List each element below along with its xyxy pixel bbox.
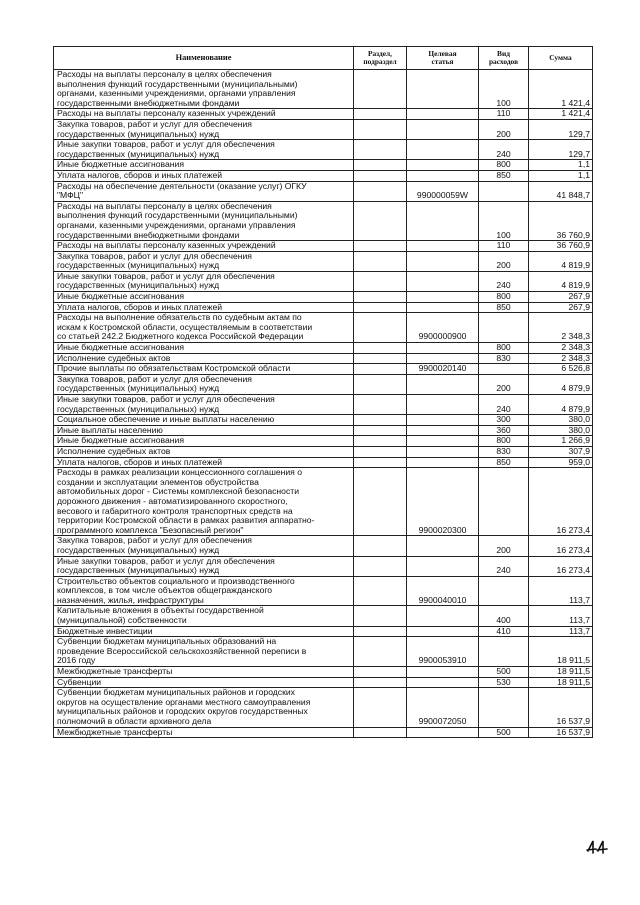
cell-name: Расходы на обеспечение деятельности (оказание услуг) ОГКУ "МФЦ" (54, 181, 354, 201)
cell-sum: 4 819,9 (529, 251, 593, 271)
cell-type (479, 181, 529, 201)
cell-type: 110 (479, 241, 529, 252)
cell-type: 850 (479, 457, 529, 468)
table-row (54, 271, 593, 291)
cell-section (354, 374, 407, 394)
cell-section (354, 251, 407, 271)
cell-type: 800 (479, 436, 529, 447)
table-row (54, 160, 593, 171)
cell-type: 500 (479, 667, 529, 678)
cell-type: 500 (479, 727, 529, 738)
cell-target (407, 119, 479, 139)
cell-type: 240 (479, 556, 529, 576)
cell-section (354, 119, 407, 139)
cell-target: 9900053910 (407, 637, 479, 667)
cell-section (354, 140, 407, 160)
cell-type: 200 (479, 119, 529, 139)
table-row (54, 576, 593, 606)
cell-target (407, 353, 479, 364)
cell-type: 300 (479, 415, 529, 426)
cell-section (354, 395, 407, 415)
cell-section (354, 160, 407, 171)
cell-section (354, 667, 407, 678)
cell-target (407, 241, 479, 252)
table-row (54, 140, 593, 160)
cell-name: Межбюджетные трансферты (54, 727, 354, 738)
cell-target (407, 606, 479, 626)
table-row (54, 415, 593, 426)
cell-name: Уплата налогов, сборов и иных платежей (54, 457, 354, 468)
cell-section (354, 576, 407, 606)
cell-section (354, 292, 407, 303)
cell-target (407, 536, 479, 556)
cell-name: Межбюджетные трансферты (54, 667, 354, 678)
budget-sheet (53, 46, 592, 738)
cell-target: 990000059W (407, 181, 479, 201)
cell-name: Социальное обеспечение и иные выплаты населению (54, 415, 354, 426)
cell-section (354, 457, 407, 468)
table-row (54, 170, 593, 181)
cell-sum: 36 760,9 (529, 201, 593, 240)
cell-target (407, 374, 479, 394)
table-header-row (54, 47, 593, 70)
cell-section (354, 436, 407, 447)
table-row (54, 556, 593, 576)
cell-type: 530 (479, 677, 529, 688)
cell-target: 9900072050 (407, 688, 479, 727)
cell-name: Иные бюджетные ассигнования (54, 160, 354, 171)
cell-name: Расходы на выплаты персоналу в целях обеспечения выполнения функций государственными (муниципальными) органами, казенными учреждениями, органами управления государственными внебюджетными фондами (54, 201, 354, 240)
cell-target (407, 160, 479, 171)
cell-sum: 380,0 (529, 415, 593, 426)
cell-type: 100 (479, 201, 529, 240)
cell-section (354, 556, 407, 576)
table-row (54, 292, 593, 303)
cell-sum: 113,7 (529, 576, 593, 606)
cell-type (479, 468, 529, 536)
table-row (54, 606, 593, 626)
cell-section (354, 606, 407, 626)
cell-sum: 113,7 (529, 626, 593, 637)
cell-sum: 1,1 (529, 170, 593, 181)
cell-target (407, 727, 479, 738)
cell-name: Расходы на выплаты персоналу казенных учреждений (54, 109, 354, 120)
table-row (54, 343, 593, 354)
cell-type: 830 (479, 353, 529, 364)
cell-sum: 4 879,9 (529, 374, 593, 394)
cell-section (354, 70, 407, 109)
cell-section (354, 271, 407, 291)
cell-sum: 16 273,4 (529, 536, 593, 556)
cell-sum: 16 537,9 (529, 727, 593, 738)
cell-sum: 18 911,5 (529, 677, 593, 688)
table-row (54, 667, 593, 678)
header-section: Раздел, подраздел (354, 47, 407, 70)
cell-name: Иные закупки товаров, работ и услуг для обеспечения государственных (муниципальных) нужд (54, 271, 354, 291)
cell-target (407, 251, 479, 271)
cell-target (407, 677, 479, 688)
cell-type: 850 (479, 302, 529, 313)
table-row (54, 364, 593, 375)
cell-section (354, 170, 407, 181)
cell-name: Субвенции бюджетам муниципальных образований на проведение Всероссийской сельскохозяйственной переписи в 2016 году (54, 637, 354, 667)
cell-sum: 1 421,4 (529, 70, 593, 109)
cell-sum: 41 848,7 (529, 181, 593, 201)
cell-target: 9900020140 (407, 364, 479, 375)
cell-name: Субвенции бюджетам муниципальных районов и городских округов на осуществление органами местного самоуправления муниципальных районов и городских округов государственных полномочий в области архивного дела (54, 688, 354, 727)
cell-sum: 6 526,8 (529, 364, 593, 375)
cell-section (354, 626, 407, 637)
cell-name: Закупка товаров, работ и услуг для обеспечения государственных (муниципальных) нужд (54, 251, 354, 271)
table-row (54, 313, 593, 343)
cell-type (479, 313, 529, 343)
cell-name: Субвенции (54, 677, 354, 688)
cell-sum: 307,9 (529, 446, 593, 457)
table-row (54, 302, 593, 313)
cell-target (407, 446, 479, 457)
cell-name: Расходы на выплаты персоналу в целях обеспечения выполнения функций государственными (муниципальными) органами, казенными учреждениями, органами управления государственными внебюджетными фондами (54, 70, 354, 109)
cell-target (407, 271, 479, 291)
cell-name: Бюджетные инвестиции (54, 626, 354, 637)
cell-sum: 2 348,3 (529, 343, 593, 354)
cell-sum: 113,7 (529, 606, 593, 626)
cell-type (479, 637, 529, 667)
cell-name: Иные бюджетные ассигнования (54, 292, 354, 303)
cell-type: 100 (479, 70, 529, 109)
cell-section (354, 241, 407, 252)
cell-name: Закупка товаров, работ и услуг для обеспечения государственных (муниципальных) нужд (54, 119, 354, 139)
cell-target: 9900040010 (407, 576, 479, 606)
cell-section (354, 727, 407, 738)
cell-name: Иные бюджетные ассигнования (54, 436, 354, 447)
cell-name: Иные закупки товаров, работ и услуг для обеспечения государственных (муниципальных) нужд (54, 140, 354, 160)
cell-type: 410 (479, 626, 529, 637)
cell-target (407, 457, 479, 468)
cell-sum: 16 273,4 (529, 556, 593, 576)
table-row (54, 457, 593, 468)
cell-section (354, 313, 407, 343)
cell-name: Капитальные вложения в объекты государственной (муниципальной) собственности (54, 606, 354, 626)
cell-type (479, 688, 529, 727)
table-row (54, 688, 593, 727)
table-row (54, 395, 593, 415)
handwritten-page-number (585, 838, 611, 858)
cell-sum: 267,9 (529, 302, 593, 313)
table-row (54, 181, 593, 201)
cell-section (354, 425, 407, 436)
cell-name: Расходы в рамках реализации концессионного соглашения о создании и эксплуатации элементов обустройства автомобильных дорог - Системы комплексной безопасности дорожного движения - автоматизированного скоростного, весового и габаритного контроля транспортных средств на территории Костромской области в рамках развития аппаратно- программного комплекса "Безопасный регион" (54, 468, 354, 536)
table-row (54, 70, 593, 109)
cell-target (407, 140, 479, 160)
cell-sum: 2 348,3 (529, 353, 593, 364)
cell-section (354, 181, 407, 201)
cell-name: Уплата налогов, сборов и иных платежей (54, 170, 354, 181)
cell-type: 200 (479, 374, 529, 394)
cell-section (354, 364, 407, 375)
table-row (54, 446, 593, 457)
cell-type: 850 (479, 170, 529, 181)
cell-section (354, 536, 407, 556)
cell-target (407, 626, 479, 637)
cell-sum: 2 348,3 (529, 313, 593, 343)
cell-type: 800 (479, 343, 529, 354)
cell-target (407, 201, 479, 240)
table-body (54, 70, 593, 738)
cell-type: 800 (479, 292, 529, 303)
cell-target (407, 556, 479, 576)
cell-type: 800 (479, 160, 529, 171)
cell-target (407, 109, 479, 120)
cell-section (354, 677, 407, 688)
cell-type: 360 (479, 425, 529, 436)
cell-section (354, 343, 407, 354)
cell-type: 110 (479, 109, 529, 120)
header-name: Наименование (54, 47, 354, 70)
cell-section (354, 468, 407, 536)
table-row (54, 436, 593, 447)
cell-sum: 4 879,9 (529, 395, 593, 415)
cell-name: Закупка товаров, работ и услуг для обеспечения государственных (муниципальных) нужд (54, 374, 354, 394)
table-row (54, 468, 593, 536)
cell-type: 240 (479, 271, 529, 291)
cell-sum: 1 266,9 (529, 436, 593, 447)
cell-sum: 129,7 (529, 140, 593, 160)
cell-name: Иные выплаты населению (54, 425, 354, 436)
cell-sum: 4 819,9 (529, 271, 593, 291)
cell-type (479, 364, 529, 375)
cell-name: Строительство объектов социального и производственного комплексов, в том числе объектов общегражданского назначения, жилья, инфраструктуры (54, 576, 354, 606)
cell-sum: 129,7 (529, 119, 593, 139)
cell-section (354, 446, 407, 457)
cell-target (407, 302, 479, 313)
cell-name: Уплата налогов, сборов и иных платежей (54, 302, 354, 313)
cell-name: Иные бюджетные ассигнования (54, 343, 354, 354)
table-row (54, 637, 593, 667)
cell-section (354, 415, 407, 426)
cell-sum: 380,0 (529, 425, 593, 436)
cell-target (407, 292, 479, 303)
cell-type: 200 (479, 536, 529, 556)
table-row (54, 251, 593, 271)
cell-type: 240 (479, 140, 529, 160)
cell-section (354, 637, 407, 667)
cell-sum: 1 421,4 (529, 109, 593, 120)
table-row (54, 626, 593, 637)
cell-name: Иные закупки товаров, работ и услуг для обеспечения государственных (муниципальных) нужд (54, 395, 354, 415)
table-row (54, 374, 593, 394)
cell-sum: 18 911,5 (529, 637, 593, 667)
cell-target: 9900000900 (407, 313, 479, 343)
cell-type: 200 (479, 251, 529, 271)
budget-table (53, 46, 593, 738)
cell-target (407, 415, 479, 426)
table-row (54, 677, 593, 688)
table-row (54, 201, 593, 240)
table-row (54, 119, 593, 139)
table-row (54, 353, 593, 364)
cell-sum: 267,9 (529, 292, 593, 303)
cell-target (407, 70, 479, 109)
cell-name: Иные закупки товаров, работ и услуг для обеспечения государственных (муниципальных) нужд (54, 556, 354, 576)
cell-target (407, 343, 479, 354)
cell-target (407, 170, 479, 181)
cell-name: Закупка товаров, работ и услуг для обеспечения государственных (муниципальных) нужд (54, 536, 354, 556)
cell-type: 830 (479, 446, 529, 457)
table-row (54, 109, 593, 120)
cell-target (407, 395, 479, 415)
cell-target (407, 425, 479, 436)
cell-sum: 16 273,4 (529, 468, 593, 536)
cell-type (479, 576, 529, 606)
cell-sum: 36 760,9 (529, 241, 593, 252)
table-row (54, 727, 593, 738)
header-type: Вид расходов (479, 47, 529, 70)
cell-name: Исполнение судебных актов (54, 353, 354, 364)
cell-sum: 1,1 (529, 160, 593, 171)
cell-section (354, 353, 407, 364)
cell-sum: 959,0 (529, 457, 593, 468)
cell-section (354, 688, 407, 727)
header-target: Целевая статья (407, 47, 479, 70)
header-sum: Сумма (529, 47, 593, 70)
cell-name: Расходы на выплаты персоналу казенных учреждений (54, 241, 354, 252)
cell-type: 400 (479, 606, 529, 626)
cell-name: Прочие выплаты по обязательствам Костромской области (54, 364, 354, 375)
cell-type: 240 (479, 395, 529, 415)
cell-target (407, 667, 479, 678)
table-row (54, 536, 593, 556)
cell-name: Расходы на выполнение обязательств по судебным актам по искам к Костромской области, осуществляемым в соответствии со статьей 242.2 Бюджетного кодекса Российской Федерации (54, 313, 354, 343)
cell-sum: 16 537,9 (529, 688, 593, 727)
cell-target: 9900020300 (407, 468, 479, 536)
cell-section (354, 109, 407, 120)
table-row (54, 425, 593, 436)
cell-section (354, 302, 407, 313)
table-row (54, 241, 593, 252)
cell-section (354, 201, 407, 240)
cell-sum: 18 911,5 (529, 667, 593, 678)
cell-name: Исполнение судебных актов (54, 446, 354, 457)
cell-target (407, 436, 479, 447)
